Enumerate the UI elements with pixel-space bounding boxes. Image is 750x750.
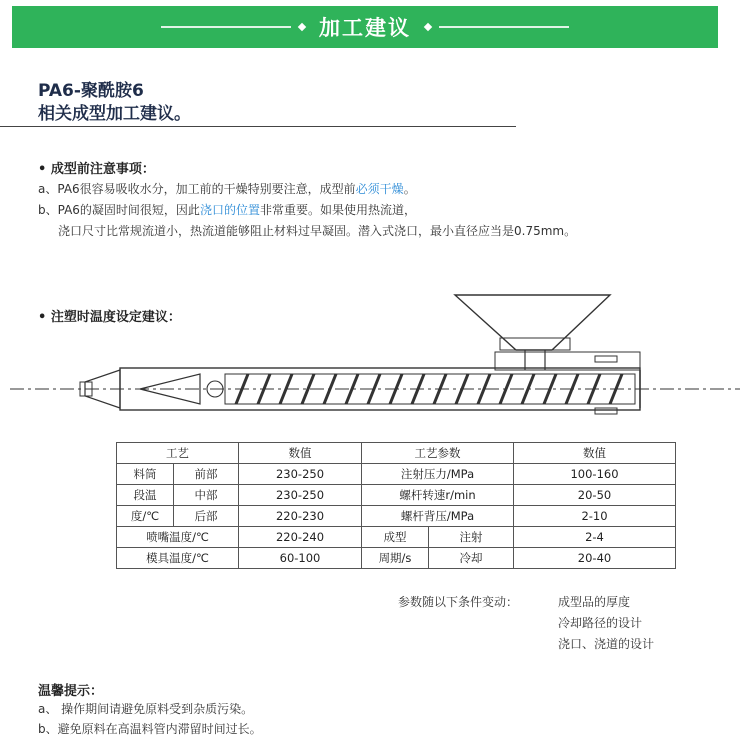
inj-pressure-value: 100-160: [514, 464, 676, 485]
tips-item-a: a、 操作期间请避免原料受到杂质污染。: [38, 702, 254, 716]
barrel-label-2: 段温: [117, 485, 174, 506]
pre-molding-item-a: a、PA6很容易吸收水分，加工前的干燥特别要注意，成型前必须干燥。: [38, 182, 416, 196]
table-row: [117, 506, 676, 527]
parameter-table: [116, 442, 676, 569]
table-row: [117, 464, 676, 485]
nozzle-label: 喷嘴温度/℃: [117, 527, 239, 548]
barrel-label-3: 度/℃: [117, 506, 174, 527]
heading-rule: [0, 126, 516, 127]
pre-molding-item-b: b、PA6的凝固时间很短，因此浇口的位置非常重要。如果使用热流道，: [38, 203, 416, 217]
variation-item: 冷却路径的设计: [558, 616, 643, 630]
middle-label: 中部: [174, 485, 239, 506]
rear-label: 后部: [174, 506, 239, 527]
banner-line-right: [439, 26, 569, 28]
inj-pressure-label: 注射压力/MPa: [362, 464, 514, 485]
table-row: [117, 548, 676, 569]
injection-label: 注射: [429, 527, 514, 548]
header-param: 工艺参数: [362, 443, 514, 464]
tips-item-b: b、避免原料在高温料管内滞留时间过长。: [38, 722, 262, 736]
nozzle-value: 220-240: [239, 527, 362, 548]
tips-title: 温馨提示：: [38, 684, 104, 699]
pre-molding-title: • 成型前注意事项：: [38, 162, 155, 177]
back-pressure-value: 2-10: [514, 506, 676, 527]
mold-label: 模具温度/℃: [117, 548, 239, 569]
banner-line-left: [161, 26, 291, 28]
section-banner: [12, 6, 718, 48]
front-value: 230-250: [239, 464, 362, 485]
banner-diamond-left: [298, 23, 306, 31]
header-value: 数值: [239, 443, 362, 464]
variation-label: 参数随以下条件变动：: [398, 595, 519, 609]
mold-value: 60-100: [239, 548, 362, 569]
middle-value: 230-250: [239, 485, 362, 506]
header-process: 工艺: [117, 443, 239, 464]
heading-material: PA6-聚酰胺6: [38, 81, 144, 101]
cooling-value: 20-40: [514, 548, 676, 569]
table-row: [117, 485, 676, 506]
cycle-label-2: 周期/s: [362, 548, 429, 569]
header-value2: 数值: [514, 443, 676, 464]
injection-value: 2-4: [514, 527, 676, 548]
back-pressure-label: 螺杆背压/MPa: [362, 506, 514, 527]
barrel-label-1: 料筒: [117, 464, 174, 485]
pre-molding-item-b-line2: 浇口尺寸比常规流道小，热流道能够阻止材料过早凝固。潜入式浇口，最小直径应当是0.75mm。: [58, 224, 577, 238]
banner-title: 加工建议: [319, 16, 411, 40]
heading-subtitle: 相关成型加工建议。: [38, 104, 191, 124]
screw-speed-value: 20-50: [514, 485, 676, 506]
variation-item: 成型品的厚度: [558, 595, 631, 609]
screw-speed-label: 螺杆转速r/min: [362, 485, 514, 506]
rear-value: 220-230: [239, 506, 362, 527]
banner-diamond-right: [424, 23, 432, 31]
temp-section-title: • 注塑时温度设定建议：: [38, 310, 181, 325]
variation-item: 浇口、浇道的设计: [558, 637, 655, 651]
table-row: [117, 527, 676, 548]
front-label: 前部: [174, 464, 239, 485]
table-row: [117, 443, 676, 464]
injection-screw-diagram: [0, 290, 750, 440]
cycle-label-1: 成型: [362, 527, 429, 548]
cooling-label: 冷却: [429, 548, 514, 569]
